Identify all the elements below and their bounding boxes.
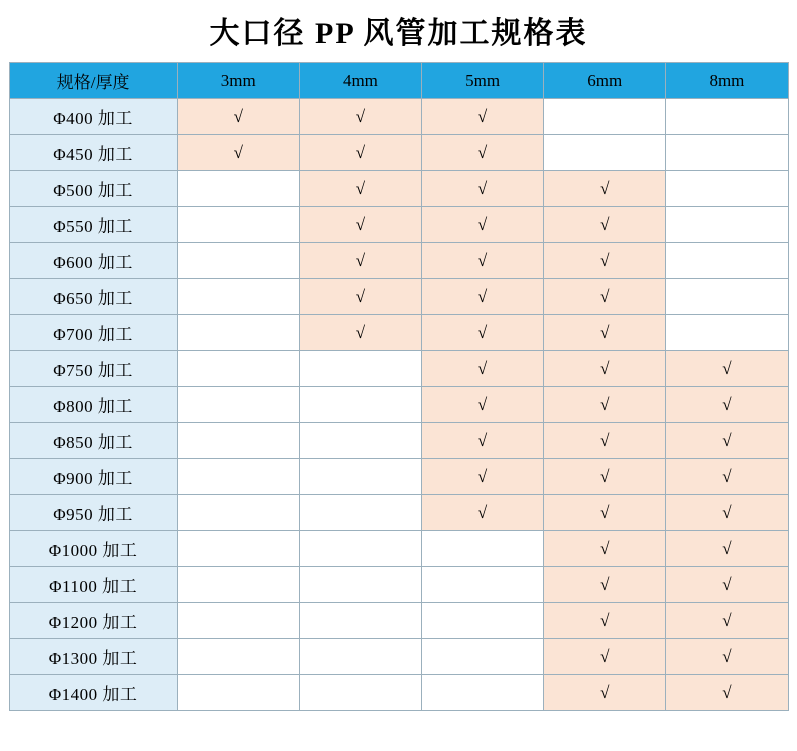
cell-empty: [299, 531, 421, 567]
table-row: [9, 99, 788, 135]
cell-empty: [422, 603, 544, 639]
cell-available: [544, 603, 666, 639]
check-icon: √: [722, 358, 732, 378]
cell-available: [544, 171, 666, 207]
cell-available: [544, 387, 666, 423]
table-body: [9, 99, 788, 711]
row-label: Φ1100 加工: [9, 567, 177, 603]
cell-available: [544, 495, 666, 531]
table-row: [9, 423, 788, 459]
row-label: Φ1400 加工: [9, 675, 177, 711]
column-header-6mm: 6mm: [544, 63, 666, 99]
check-icon: √: [355, 178, 366, 198]
column-header-3mm: 3mm: [177, 63, 299, 99]
cell-available: [422, 315, 544, 351]
cell-available: [422, 351, 544, 387]
cell-available: [422, 243, 544, 279]
cell-empty: [299, 675, 421, 711]
row-label: Φ600 加工: [9, 243, 177, 279]
cell-available: [544, 459, 666, 495]
row-label: Φ950 加工: [9, 495, 177, 531]
check-icon: √: [355, 286, 366, 306]
cell-empty: [422, 639, 544, 675]
table-row: [9, 207, 788, 243]
cell-available: [177, 99, 299, 135]
cell-empty: [666, 135, 788, 171]
cell-empty: [666, 243, 788, 279]
cell-empty: [422, 531, 544, 567]
cell-empty: [299, 459, 421, 495]
row-label: Φ500 加工: [9, 171, 177, 207]
table-row: [9, 351, 788, 387]
cell-available: [544, 675, 666, 711]
row-label: Φ750 加工: [9, 351, 177, 387]
cell-available: [422, 135, 544, 171]
cell-empty: [666, 279, 788, 315]
check-icon: √: [600, 430, 610, 450]
check-icon: √: [600, 358, 610, 378]
cell-empty: [299, 387, 421, 423]
check-icon: √: [600, 394, 610, 414]
cell-empty: [544, 99, 666, 135]
cell-available: [422, 387, 544, 423]
cell-empty: [422, 567, 544, 603]
cell-available: [422, 459, 544, 495]
check-icon: √: [600, 538, 610, 558]
check-icon: √: [600, 250, 610, 270]
check-icon: √: [477, 178, 488, 198]
cell-available: [544, 315, 666, 351]
cell-empty: [177, 423, 299, 459]
row-label: Φ700 加工: [9, 315, 177, 351]
cell-available: [544, 639, 666, 675]
check-icon: √: [600, 610, 610, 630]
cell-available: [666, 567, 788, 603]
check-icon: √: [477, 430, 488, 450]
table-header: [9, 63, 788, 99]
cell-empty: [177, 315, 299, 351]
row-label: Φ1300 加工: [9, 639, 177, 675]
check-icon: √: [233, 106, 243, 126]
check-icon: √: [477, 466, 488, 486]
check-icon: √: [355, 322, 366, 342]
table-row: [9, 639, 788, 675]
column-header-8mm: 8mm: [666, 63, 788, 99]
check-icon: √: [600, 214, 610, 234]
cell-available: [544, 567, 666, 603]
cell-available: [666, 531, 788, 567]
cell-empty: [666, 99, 788, 135]
cell-empty: [544, 135, 666, 171]
cell-available: [666, 603, 788, 639]
cell-available: [544, 207, 666, 243]
cell-empty: [177, 531, 299, 567]
check-icon: √: [477, 106, 488, 126]
cell-available: [544, 243, 666, 279]
check-icon: √: [722, 610, 732, 630]
cell-available: [422, 423, 544, 459]
cell-available: [666, 351, 788, 387]
cell-available: [544, 423, 666, 459]
table-row: [9, 171, 788, 207]
page-title: 大口径 PP 风管加工规格表: [209, 17, 588, 50]
row-label: Φ650 加工: [9, 279, 177, 315]
cell-available: [422, 207, 544, 243]
column-header-spec: 规格/厚度: [9, 63, 177, 99]
row-label: Φ550 加工: [9, 207, 177, 243]
table-row: [9, 495, 788, 531]
check-icon: √: [477, 394, 488, 414]
cell-empty: [177, 603, 299, 639]
cell-empty: [177, 387, 299, 423]
table-row: [9, 567, 788, 603]
cell-empty: [177, 639, 299, 675]
check-icon: √: [600, 646, 610, 666]
cell-available: [299, 99, 421, 135]
column-header-4mm: 4mm: [299, 63, 421, 99]
check-icon: √: [600, 574, 610, 594]
cell-empty: [299, 351, 421, 387]
cell-empty: [177, 207, 299, 243]
cell-available: [422, 495, 544, 531]
check-icon: √: [477, 214, 488, 234]
check-icon: √: [722, 538, 732, 558]
cell-empty: [177, 243, 299, 279]
table-row: [9, 135, 788, 171]
cell-available: [299, 207, 421, 243]
cell-available: [666, 423, 788, 459]
cell-empty: [299, 603, 421, 639]
check-icon: √: [233, 142, 243, 162]
cell-available: [422, 171, 544, 207]
check-icon: √: [722, 394, 732, 414]
check-icon: √: [722, 430, 732, 450]
check-icon: √: [477, 322, 488, 342]
check-icon: √: [600, 286, 610, 306]
cell-available: [544, 351, 666, 387]
cell-available: [177, 135, 299, 171]
cell-empty: [666, 171, 788, 207]
row-label: Φ850 加工: [9, 423, 177, 459]
cell-empty: [299, 567, 421, 603]
cell-available: [666, 459, 788, 495]
cell-empty: [177, 171, 299, 207]
check-icon: √: [600, 682, 610, 702]
cell-empty: [666, 207, 788, 243]
cell-available: [299, 171, 421, 207]
check-icon: √: [477, 502, 488, 522]
cell-empty: [177, 459, 299, 495]
table-row: [9, 243, 788, 279]
check-icon: √: [600, 178, 610, 198]
cell-available: [666, 675, 788, 711]
check-icon: √: [355, 250, 366, 270]
check-icon: √: [477, 286, 488, 306]
check-icon: √: [477, 250, 488, 270]
cell-empty: [422, 675, 544, 711]
table-row: [9, 675, 788, 711]
cell-available: [666, 495, 788, 531]
cell-empty: [299, 423, 421, 459]
check-icon: √: [355, 106, 366, 126]
cell-empty: [299, 639, 421, 675]
check-icon: √: [355, 142, 366, 162]
check-icon: √: [355, 214, 366, 234]
cell-available: [299, 279, 421, 315]
cell-available: [544, 531, 666, 567]
check-icon: √: [722, 466, 732, 486]
cell-empty: [177, 567, 299, 603]
cell-empty: [177, 495, 299, 531]
table-row: [9, 387, 788, 423]
cell-empty: [177, 279, 299, 315]
table-row: [9, 315, 788, 351]
cell-available: [422, 279, 544, 315]
row-label: Φ1200 加工: [9, 603, 177, 639]
row-label: Φ400 加工: [9, 99, 177, 135]
cell-available: [299, 315, 421, 351]
row-label: Φ900 加工: [9, 459, 177, 495]
check-icon: √: [477, 358, 488, 378]
row-label: Φ800 加工: [9, 387, 177, 423]
cell-empty: [177, 675, 299, 711]
cell-available: [299, 243, 421, 279]
column-header-5mm: 5mm: [422, 63, 544, 99]
table-row: [9, 459, 788, 495]
cell-empty: [177, 351, 299, 387]
check-icon: √: [600, 322, 610, 342]
check-icon: √: [722, 574, 732, 594]
check-icon: √: [722, 502, 732, 522]
table-row: [9, 279, 788, 315]
cell-available: [422, 99, 544, 135]
row-label: Φ450 加工: [9, 135, 177, 171]
spec-table: [9, 62, 789, 711]
check-icon: √: [600, 466, 610, 486]
check-icon: √: [477, 142, 488, 162]
cell-available: [666, 387, 788, 423]
cell-available: [544, 279, 666, 315]
table-row: [9, 603, 788, 639]
check-icon: √: [600, 502, 610, 522]
cell-empty: [299, 495, 421, 531]
row-label: Φ1000 加工: [9, 531, 177, 567]
cell-empty: [666, 315, 788, 351]
cell-available: [299, 135, 421, 171]
check-icon: √: [722, 682, 732, 702]
table-row: [9, 531, 788, 567]
cell-available: [666, 639, 788, 675]
table-header-row: [9, 63, 788, 99]
check-icon: √: [722, 646, 732, 666]
